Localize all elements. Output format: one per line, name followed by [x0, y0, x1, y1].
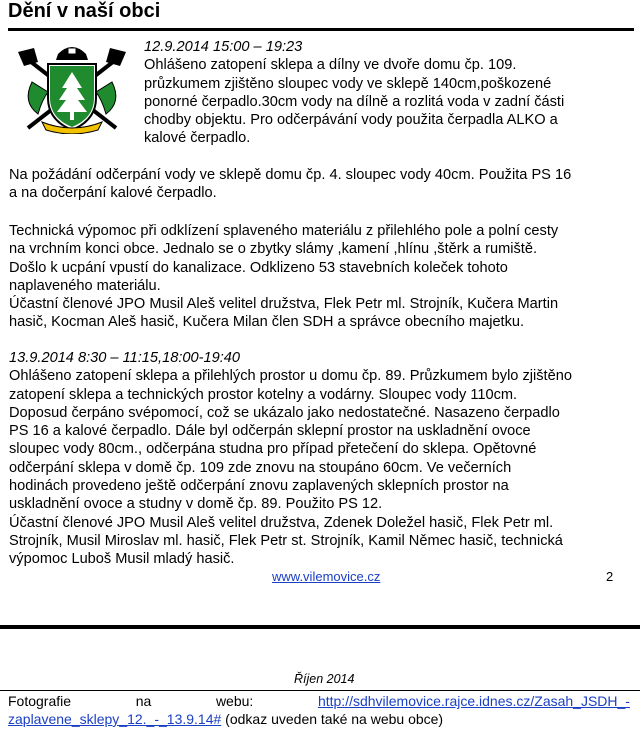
title-rule [8, 28, 634, 31]
footer-rule [0, 690, 640, 691]
photos-note: (odkaz uveden také na webu obce) [221, 711, 444, 727]
photos-word-webu: webu: [215, 693, 254, 709]
event-date: 12.9.2014 15:00 – 19:23 [144, 39, 303, 55]
event-date: 13.9.2014 8:30 – 11:15,18:00-19:40 [9, 350, 240, 366]
photos-gallery-link-cont[interactable]: zaplavene_sklepy_12._-_13.9.14# [8, 711, 222, 727]
page-title: Dění v naší obci [8, 0, 161, 22]
paragraph-line: výpomoc Luboš Musil mladý hasič. [9, 551, 235, 568]
photos-gallery-link[interactable]: http://sdhvilemovice.rajce.idnes.cz/Zasah_JSDH_- [317, 693, 630, 709]
technical-assistance-report [9, 222, 622, 332]
paragraph-line: Ohlášeno zatopení sklepa a přilehlých prostor u domu čp. 89. Průzkumem bylo zjištěno [9, 368, 572, 385]
paragraph-line: PS 16 a kalové čerpadlo. Dále byl odčerpán sklepní prostor na uskladnění ovoce [9, 423, 531, 440]
paragraph-line: zatopení sklepa a technických prostor kotelny a vodárny. Sloupec vody 110cm. [9, 386, 518, 403]
photos-word-na: na [135, 693, 152, 709]
paragraph-line: naplaveného materiálu. [9, 277, 161, 294]
photos-notice [8, 692, 630, 728]
paragraph-line: průzkumem zjištěno sloupec vody ve sklepě 140cm,poškozené [144, 75, 552, 92]
paragraph-line: kalové čerpadlo. [144, 130, 251, 147]
paragraph-line: Došlo k ucpání vpustí do kanalizace. Odklizeno 53 stavebních koleček tohoto [9, 259, 508, 276]
event-report-12-9 [144, 38, 622, 148]
paragraph-line: Účastní členové JPO Musil Aleš velitel družstva, Zdenek Doležel hasič, Flek Petr ml. [9, 514, 554, 531]
paragraph-line: hodinách provedeno ještě odčerpání znovu zaplavených sklepních prostor na [9, 478, 509, 495]
pumping-report-house-4 [9, 166, 622, 203]
paragraph-line: Technická výpomoc při odklízení splaveného materiálu z přilehlého pole a polní cesty [9, 223, 559, 239]
paragraph-line: na vrchním konci obce. Jednalo se o zbytky slámy ,kamení ,hlínu ,štěrk a rumiště. [9, 241, 538, 258]
paragraph-line: Ohlášeno zatopení sklepa a dílny ve dvoře domu čp. 109. [144, 57, 517, 74]
issue-month: Říjen 2014 [294, 672, 355, 686]
paragraph-line: sloupec vody 80cm., odčerpána studna pro případ přetečení do sklepa. Opětovné [9, 441, 537, 458]
event-report-13-9 [9, 349, 622, 569]
paragraph-line: odčerpání sklepa v domě čp. 109 zde znovu na stoupáno 60cm. Ve večerních [9, 459, 512, 476]
paragraph-line: Strojník, Musil Miroslav ml. hasič, Flek Petr st. Strojník, Kamil Němec hasič, technická [9, 532, 563, 549]
paragraph-line: Účastní členové JPO Musil Aleš velitel družstva, Flek Petr ml. Strojník, Kučera Martin [9, 296, 559, 313]
paragraph-line: a na dočerpání kalové čerpadlo. [9, 185, 217, 202]
page-divider [0, 625, 640, 629]
paragraph-line: chodby objektu. Pro odčerpávání vody použita čerpadla ALKO a [144, 112, 558, 129]
photos-label: Fotografie [8, 693, 72, 709]
paragraph-line: Na požádání odčerpání vody ve sklepě domu čp. 4. sloupec vody 40cm. Použita PS 16 [9, 167, 572, 183]
fire-brigade-emblem-icon [12, 42, 132, 134]
paragraph-line: hasič, Kocman Aleš hasič, Kučera Milan člen SDH a správce obecního majetku. [9, 314, 525, 331]
website-link[interactable]: www.vilemovice.cz [272, 569, 381, 584]
paragraph-line: ponorné čerpadlo.30cm vody na dílně a rozlitá voda v zadní části [144, 93, 565, 110]
page-number: 2 [606, 569, 614, 584]
paragraph-line: uskladnění ovoce a studny v domě čp. 89. Použito PS 12. [9, 496, 383, 513]
paragraph-line: Doposud čerpáno svépomocí, což se ukázalo jako nedostatečné. Nasazeno čerpadlo [9, 404, 560, 421]
